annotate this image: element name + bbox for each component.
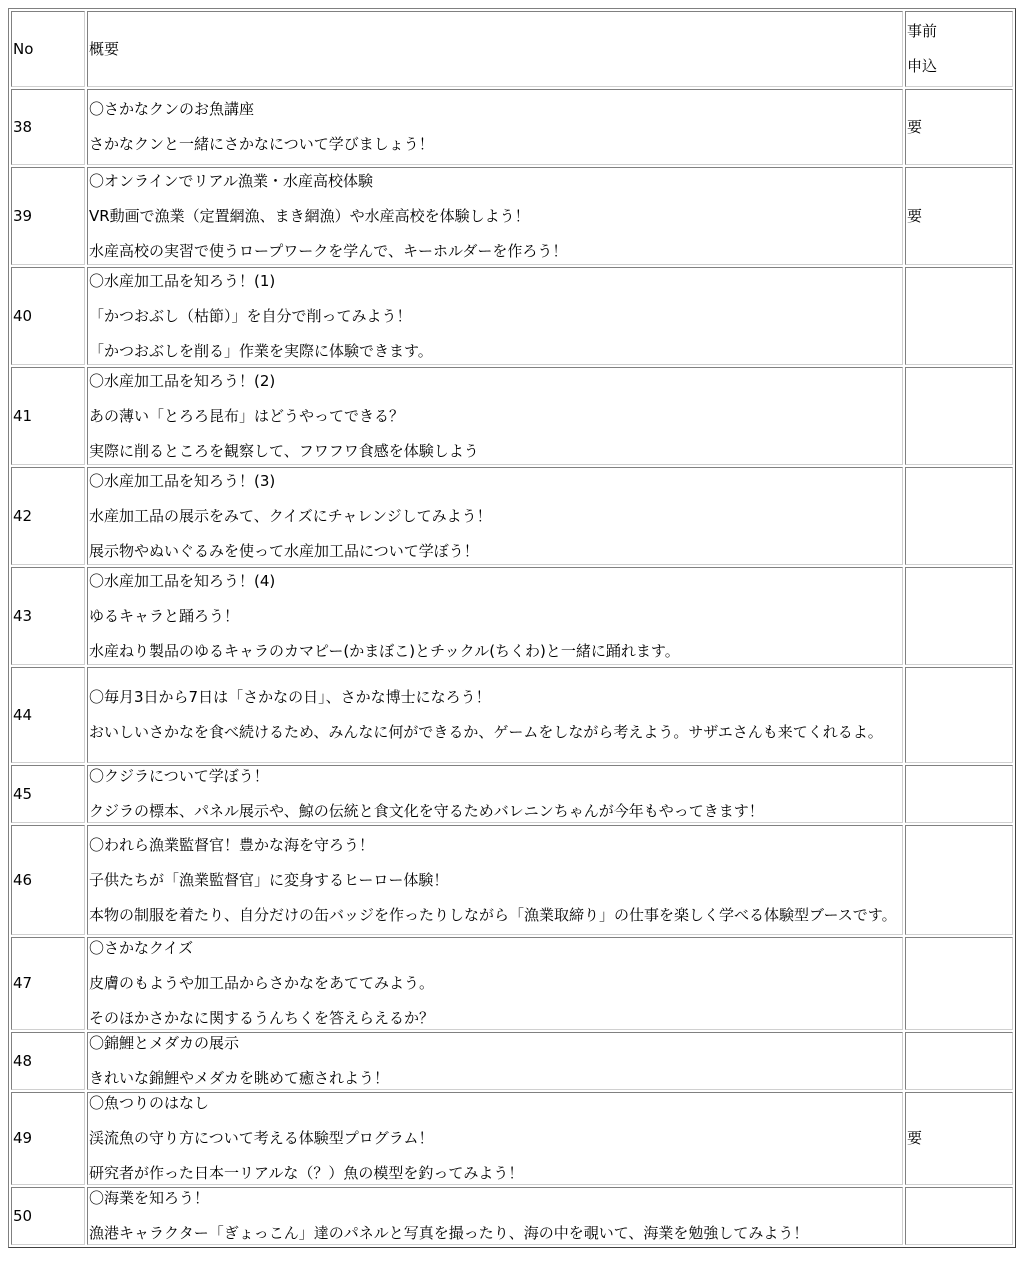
table-row bbox=[11, 167, 1013, 265]
summary-text: 水産高校の実習で使うロープワークを学んで、キーホルダーを作ろう！ bbox=[89, 241, 568, 260]
summary-title: 〇さかなクンのお魚講座 bbox=[89, 100, 255, 118]
summary-text: クジラの標本、パネル展示や、鯨の伝統と食文化を守るためバレニンちゃんが今年もやってきます！ bbox=[89, 802, 764, 820]
table-row bbox=[11, 1032, 1013, 1090]
summary-title: 〇海業を知ろう！ bbox=[89, 1189, 210, 1207]
row-number: 45 bbox=[11, 765, 85, 823]
table-row bbox=[11, 567, 1013, 665]
event-table bbox=[8, 8, 1016, 1248]
table-row bbox=[11, 667, 1013, 763]
table-row bbox=[11, 765, 1013, 823]
summary-text: 「かつおぶしを削る」作業を実際に体験できます。 bbox=[89, 341, 433, 360]
row-advance-application: 要 bbox=[905, 89, 1013, 165]
row-advance-application bbox=[905, 825, 1013, 935]
row-summary bbox=[87, 167, 903, 265]
summary-text: 皮膚のもようや加工品からさかなをあててみよう。 bbox=[89, 974, 435, 992]
summary-text: 研究者が作った日本一リアルな（？）魚の模型を釣ってみよう！ bbox=[89, 1164, 524, 1182]
table-row bbox=[11, 267, 1013, 365]
row-advance-application bbox=[905, 1187, 1013, 1245]
summary-text: おいしいさかなを食べ続けるため、みんなに何ができるか、ゲームをしながら考えよう。サザエさんも来てくれるよ。 bbox=[89, 723, 883, 741]
row-advance-application bbox=[905, 937, 1013, 1030]
summary-text: 水産加工品の展示をみて、クイズにチャレンジしてみよう！ bbox=[89, 506, 492, 525]
row-summary bbox=[87, 267, 903, 365]
row-advance-application: 要 bbox=[905, 167, 1013, 265]
row-advance-application bbox=[905, 467, 1013, 565]
row-number: 47 bbox=[11, 937, 85, 1030]
row-summary bbox=[87, 667, 903, 763]
header-row bbox=[11, 11, 1013, 87]
summary-text: ゆるキャラと踊ろう！ bbox=[89, 606, 240, 625]
row-number: 44 bbox=[11, 667, 85, 763]
row-summary bbox=[87, 567, 903, 665]
row-summary bbox=[87, 825, 903, 935]
row-number: 41 bbox=[11, 367, 85, 465]
row-number: 38 bbox=[11, 89, 85, 165]
summary-title: 〇魚つりのはなし bbox=[89, 1094, 210, 1112]
summary-title: 〇水産加工品を知ろう！(1) bbox=[89, 271, 276, 290]
row-advance-application bbox=[905, 667, 1013, 763]
header-summary: 概要 bbox=[87, 11, 903, 87]
summary-text: きれいな錦鯉やメダカを眺めて癒されよう！ bbox=[89, 1069, 390, 1087]
summary-text: 展示物やぬいぐるみを使って水産加工品について学ぼう！ bbox=[89, 541, 479, 560]
summary-text: 漁港キャラクター「ぎょっこん」達のパネルと写真を撮ったり、海の中を覗いて、海業を勉強してみよう！ bbox=[89, 1224, 809, 1242]
summary-text: 渓流魚の守り方について考える体験型プログラム！ bbox=[89, 1129, 434, 1147]
row-advance-application bbox=[905, 367, 1013, 465]
row-number: 42 bbox=[11, 467, 85, 565]
row-advance-application bbox=[905, 567, 1013, 665]
row-summary bbox=[87, 89, 903, 165]
row-number: 49 bbox=[11, 1092, 85, 1185]
row-number: 40 bbox=[11, 267, 85, 365]
table-row bbox=[11, 367, 1013, 465]
header-advance-line1: 事前 bbox=[907, 22, 938, 40]
row-summary bbox=[87, 1032, 903, 1090]
row-advance-application bbox=[905, 765, 1013, 823]
summary-text: VR動画で漁業（定置網漁、まき網漁）や水産高校を体験しよう！ bbox=[89, 206, 530, 225]
table-row bbox=[11, 89, 1013, 165]
summary-title: 〇オンラインでリアル漁業・水産高校体験 bbox=[89, 171, 373, 190]
summary-text: 子供たちが「漁業監督官」に変身するヒーロー体験！ bbox=[89, 870, 449, 889]
row-summary bbox=[87, 1092, 903, 1185]
header-advance-application bbox=[905, 11, 1013, 87]
header-no: No bbox=[11, 11, 85, 87]
row-number: 46 bbox=[11, 825, 85, 935]
row-summary bbox=[87, 937, 903, 1030]
row-number: 50 bbox=[11, 1187, 85, 1245]
row-number: 39 bbox=[11, 167, 85, 265]
summary-title: 〇毎月3日から7日は「さかなの日」、さかな博士になろう！ bbox=[89, 688, 491, 706]
table-row bbox=[11, 467, 1013, 565]
row-advance-application bbox=[905, 267, 1013, 365]
summary-text: 実際に削るところを観察して、フワフワ食感を体験しよう bbox=[89, 441, 479, 460]
summary-text: そのほかさかなに関するうんちくを答えらえるか？ bbox=[89, 1009, 435, 1027]
row-number: 43 bbox=[11, 567, 85, 665]
table-row bbox=[11, 1187, 1013, 1245]
row-advance-application: 要 bbox=[905, 1092, 1013, 1185]
summary-title: 〇水産加工品を知ろう！(2) bbox=[89, 371, 276, 390]
row-summary bbox=[87, 765, 903, 823]
summary-text: 本物の制服を着たり、自分だけの缶バッジを作ったりしながら「漁業取締り」の仕事を楽しく学べる体験型ブースです。 bbox=[89, 905, 897, 924]
summary-text: あの薄い「とろろ昆布」はどうやってできる？ bbox=[89, 406, 405, 425]
table-row bbox=[11, 937, 1013, 1030]
summary-text: 水産ねり製品のゆるキャラのカマピー(かまぼこ)とチックル(ちくわ)と一緒に踊れます。 bbox=[89, 641, 680, 660]
summary-title: 〇水産加工品を知ろう！(3) bbox=[89, 471, 276, 490]
summary-title: 〇水産加工品を知ろう！(4) bbox=[89, 571, 276, 590]
header-advance-line2: 申込 bbox=[907, 57, 938, 75]
row-number: 48 bbox=[11, 1032, 85, 1090]
table-row bbox=[11, 825, 1013, 935]
row-summary bbox=[87, 367, 903, 465]
row-summary bbox=[87, 467, 903, 565]
summary-title: 〇われら漁業監督官！豊かな海を守ろう！ bbox=[89, 835, 375, 854]
table-row bbox=[11, 1092, 1013, 1185]
summary-title: 〇錦鯉とメダカの展示 bbox=[89, 1034, 240, 1052]
row-summary bbox=[87, 1187, 903, 1245]
row-advance-application bbox=[905, 1032, 1013, 1090]
summary-title: 〇さかなクイズ bbox=[89, 939, 194, 957]
summary-text: 「かつおぶし（枯節）」を自分で削ってみよう！ bbox=[89, 306, 412, 325]
summary-title: 〇クジラについて学ぼう！ bbox=[89, 767, 269, 785]
page bbox=[8, 8, 1016, 1248]
summary-text: さかなクンと一緒にさかなについて学びましょう！ bbox=[89, 135, 434, 153]
